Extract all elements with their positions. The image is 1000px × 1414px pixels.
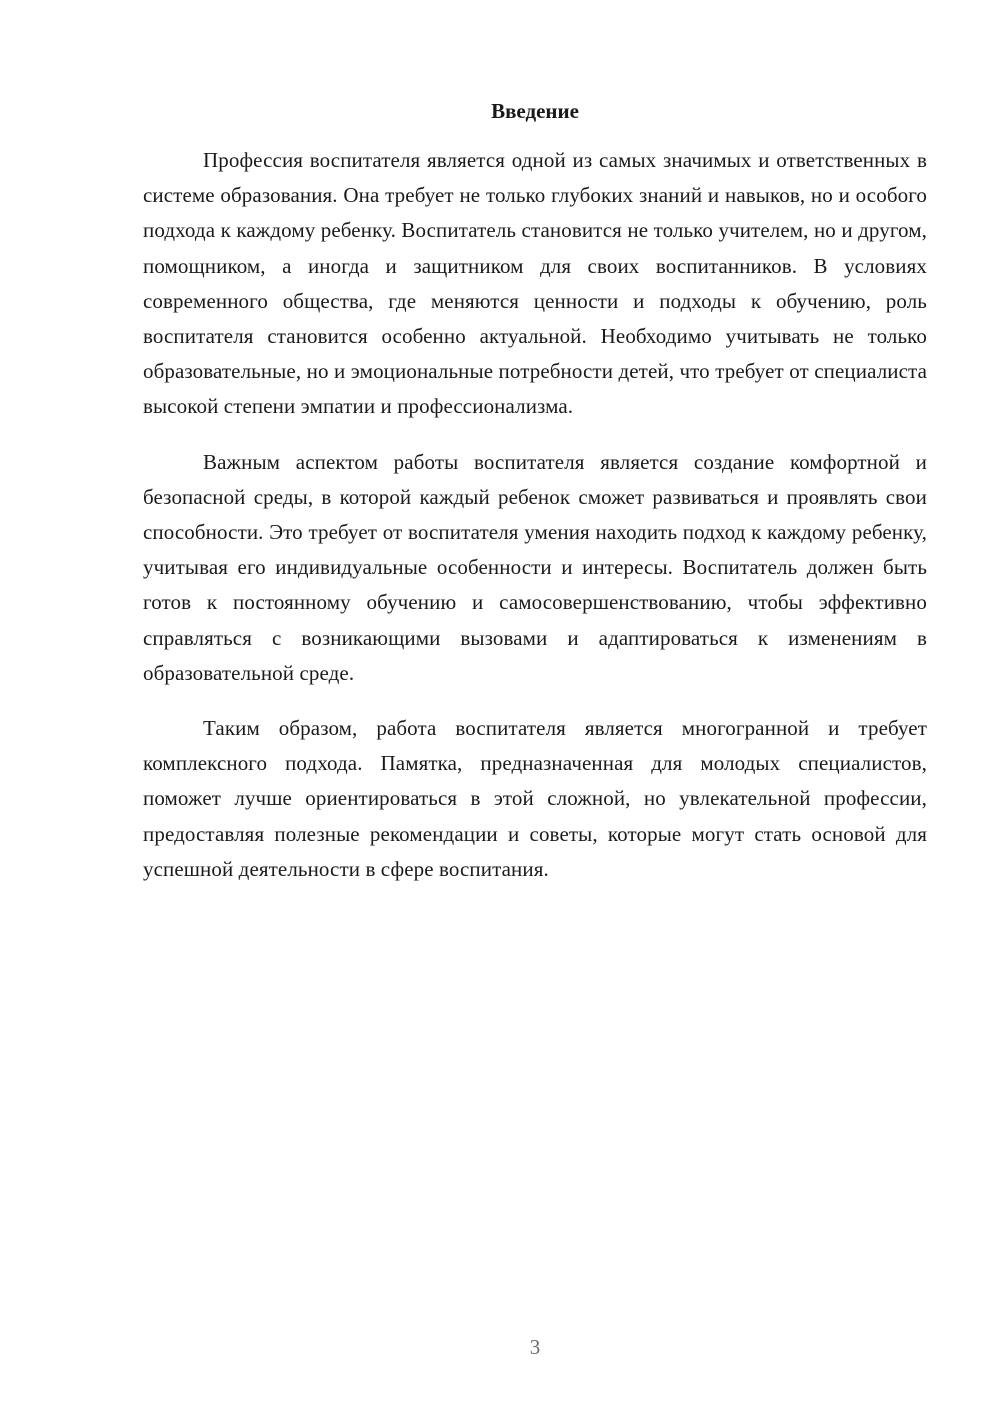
page-number: 3 (529, 1335, 541, 1359)
body-text (143, 143, 927, 907)
paragraph-2: Важным аспектом работы воспитателя является создание комфортной и безопасной среды, в которой каждый ребенок сможет развиваться и проявлять свои способности. Это требует от воспитателя умения находить подход к каждому ребенку, учитывая его индивидуальные особенности и интересы. Воспитатель должен быть готов к постоянному обучению и самосовершенствованию, чтобы эффективно справляться с возникающими вызовами и адаптироваться к изменениям в образовательной среде. (143, 449, 927, 685)
page-title: Введение (491, 99, 579, 123)
paragraph-3: Таким образом, работа воспитателя является многогранной и требует комплексного подхода. Памятка, предназначенная для молодых специалистов, поможет лучше ориентироваться в этой сложной, но увлекательной профессии, предоставляя полезные рекомендации и советы, которые могут стать основой для успешной деятельности в сфере воспитания. (143, 716, 927, 881)
paragraph-1: Профессия воспитателя является одной из самых значимых и ответственных в системе образования. Она требует не только глубоких знаний и навыков, но и особого подхода к каждому ребенку. Воспитатель становится не только учителем, но и другом, помощником, а иногда и защитником для своих воспитанников. В условиях современного общества, где меняются ценности и подходы к обучению, роль воспитателя становится особенно актуальной. Необходимо учитывать не только образовательные, но и эмоциональные потребности детей, что требует от специалиста высокой степени эмпатии и профессионализма. (143, 148, 927, 419)
